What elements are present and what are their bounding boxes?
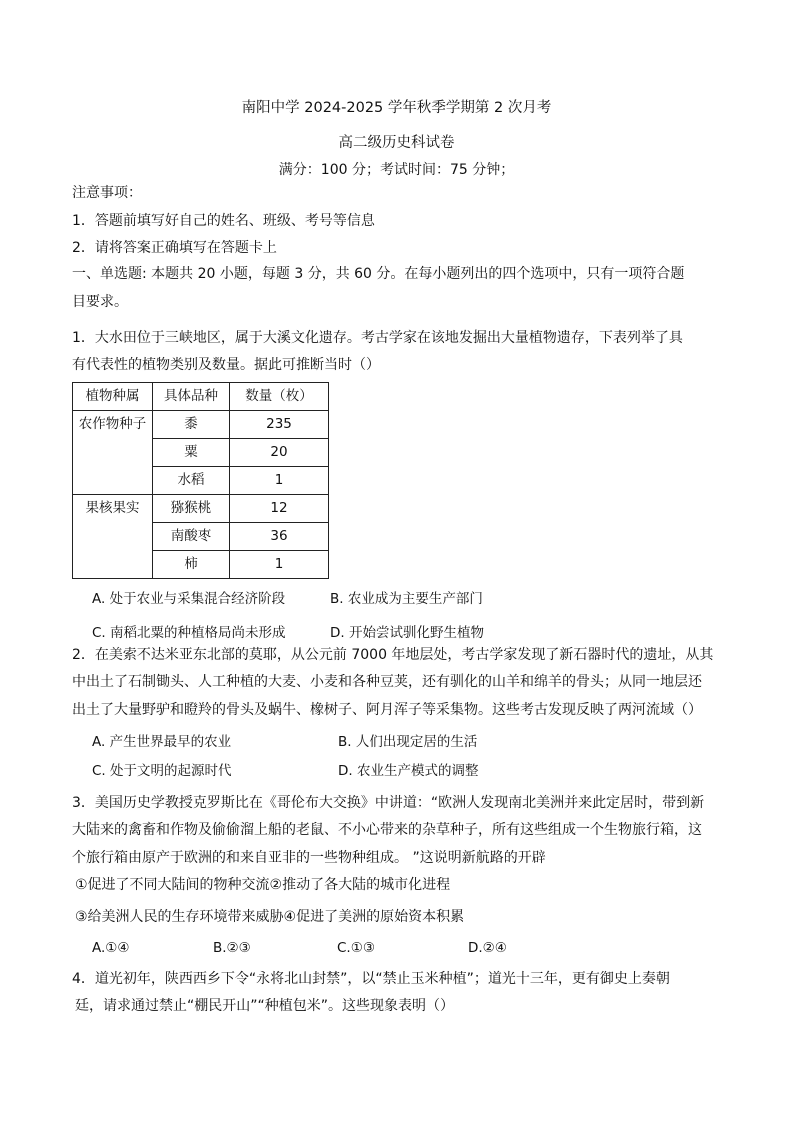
- table-cell: 猕猴桃: [153, 495, 230, 523]
- question-3-option-c: C.①③: [337, 940, 375, 956]
- table-category-cell: 果核果实: [73, 495, 153, 579]
- table-row: [73, 495, 329, 523]
- table-cell: 235: [230, 411, 329, 439]
- table-cell: 粟: [153, 439, 230, 467]
- exam-meta: 满分：100 分；考试时间：75 分钟；: [278, 162, 515, 178]
- question-1-stem-cont: 有代表性的植物类别及数量。据此可推断当时（）: [72, 357, 380, 373]
- question-1-option-c: C. 南稻北粟的种植格局尚未形成: [92, 625, 286, 641]
- question-1-option-a: A. 处于农业与采集混合经济阶段: [92, 591, 286, 607]
- exam-subtitle: 高二级历史科试卷: [338, 135, 455, 151]
- table-row: [73, 411, 329, 439]
- table-category-cell: 农作物种子: [73, 411, 153, 495]
- table-cell: 1: [230, 467, 329, 495]
- notice-heading: 注意事项：: [72, 185, 142, 201]
- exam-title: 南阳中学 2024-2025 学年秋季学期第 2 次月考: [241, 100, 552, 116]
- table-header-row: [73, 383, 329, 411]
- table-cell: 南酸枣: [153, 523, 230, 551]
- question-2-option-d: D. 农业生产模式的调整: [338, 763, 479, 779]
- table-header: 植物种属: [73, 383, 153, 411]
- question-2-stem: 2．在美索不达米亚东北部的莫耶，从公元前 7000 年地层处，考古学家发现了新石器时代的遗址，从其: [72, 647, 714, 663]
- question-3-stem-cont: 大陆来的禽畜和作物及偷偷溜上船的老鼠、不小心带来的杂草种子，所有这些组成一个生物旅行箱，这: [72, 822, 702, 838]
- question-2-option-a: A. 产生世界最早的农业: [92, 734, 232, 750]
- question-2-stem-cont: 出土了大量野驴和瞪羚的骨头及蜗牛、橡树子、阿月浑子等采集物。这些考古发现反映了两河流域（）: [72, 702, 702, 718]
- question-2-option-b: B. 人们出现定居的生活: [338, 734, 478, 750]
- section-heading-cont: 目要求。: [72, 294, 128, 310]
- notice-item: 1．答题前填写好自己的姓名、班级、考号等信息: [72, 213, 375, 229]
- plant-remains-table: [72, 382, 329, 579]
- question-3-statements: ①促进了不同大陆间的物种交流②推动了各大陆的城市化进程: [75, 877, 451, 893]
- question-3-stem-cont: 个旅行箱由原产于欧洲的和来自亚非的一些物种组成。 ”这说明新航路的开辟: [72, 850, 546, 866]
- table-header: 具体品种: [153, 383, 230, 411]
- question-3-statements: ③给美洲人民的生存环境带来威胁④促进了美洲的原始资本积累: [75, 909, 465, 925]
- section-heading: 一、单选题: 本题共 20 小题，每题 3 分，共 60 分。在每小题列出的四个选项中，只有一项符合题: [72, 266, 685, 282]
- question-4-stem: 4．道光初年，陕西西乡下令“永将北山封禁”，以“禁止玉米种植”；道光十三年，更有御史上奏朝: [72, 971, 670, 987]
- question-3-option-b: B.②③: [213, 940, 251, 956]
- question-3-option-a: A.①④: [92, 940, 130, 956]
- table-cell: 20: [230, 439, 329, 467]
- question-2-option-c: C. 处于文明的起源时代: [92, 763, 232, 779]
- notice-item: 2．请将答案正确填写在答题卡上: [72, 240, 277, 256]
- question-1-option-b: B. 农业成为主要生产部门: [330, 591, 483, 607]
- table-cell: 水稻: [153, 467, 230, 495]
- table-cell: 12: [230, 495, 329, 523]
- question-1-stem: 1．大水田位于三峡地区，属于大溪文化遗存。考古学家在该地发掘出大量植物遗存，下表列举了具: [72, 330, 683, 346]
- table-header: 数量（枚）: [230, 383, 329, 411]
- question-3-stem: 3．美国历史学教授克罗斯比在《哥伦布大交换》中讲道：“欧洲人发现南北美洲并来此定居时，带到新: [72, 795, 705, 811]
- table-cell: 柿: [153, 551, 230, 579]
- table-cell: 1: [230, 551, 329, 579]
- question-4-stem-cont: 廷，请求通过禁止“棚民开山”“种植包米”。这些现象表明（）: [75, 998, 455, 1014]
- question-1-option-d: D. 开始尝试驯化野生植物: [330, 625, 484, 641]
- table-cell: 36: [230, 523, 329, 551]
- table-cell: 黍: [153, 411, 230, 439]
- question-3-option-d: D.②④: [468, 940, 507, 956]
- question-2-stem-cont: 中出土了石制锄头、人工种植的大麦、小麦和各种豆荚，还有驯化的山羊和绵羊的骨头；从同一地层还: [72, 674, 702, 690]
